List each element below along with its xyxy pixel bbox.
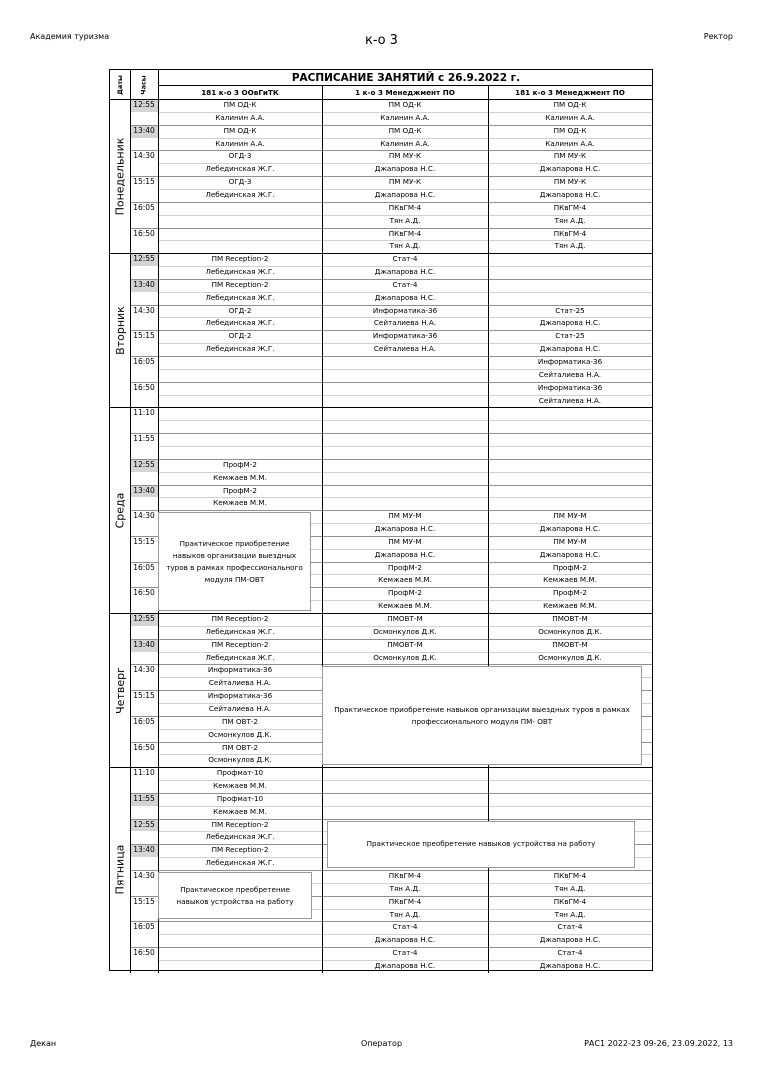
- subject-cell: ПКвГМ-4: [388, 202, 422, 212]
- time-cell: 12:55: [130, 819, 158, 832]
- practice-note: Практическое приобретение навыков организации выездных туров в рамках профессионального модуля ПМ- ОВТ: [322, 666, 642, 765]
- slot-divider: [130, 459, 652, 460]
- teacher-cell: Кемжаев М.М.: [213, 472, 267, 482]
- teacher-cell: Джапарова Н.С.: [539, 549, 601, 559]
- subject-cell: Стат-25: [555, 305, 585, 315]
- page-title: к-о 3: [365, 33, 398, 48]
- teacher-cell: Сейталиева Н.А.: [373, 344, 437, 354]
- day-divider: [110, 253, 652, 254]
- slot-divider: [130, 356, 652, 357]
- subject-cell: ПМ Reception-2: [211, 254, 269, 264]
- teacher-cell: Тян А.Д.: [389, 215, 421, 225]
- day-divider: [110, 99, 652, 100]
- subject-cell: [322, 767, 488, 780]
- time-cell: 15:15: [133, 331, 155, 341]
- subject-cell: ПМ МУ-К: [553, 151, 587, 161]
- row-divider: [158, 215, 652, 216]
- slot-divider: [130, 228, 652, 229]
- subject-cell: ПМ ОД-К: [223, 125, 257, 135]
- row-divider: [158, 343, 652, 344]
- teacher-cell: Тян А.Д.: [389, 241, 421, 251]
- row-divider: [158, 395, 652, 396]
- group-header-3: 181 к-о 3 Менеджмент ПО: [515, 88, 625, 97]
- teacher-cell: [158, 446, 322, 459]
- slot-divider: [130, 433, 652, 434]
- row-divider: [158, 934, 652, 935]
- day-label: Вторник: [113, 305, 127, 355]
- subject-cell: ПрофМ-2: [388, 562, 422, 572]
- subject-cell: ПМ ОД-К: [553, 100, 587, 109]
- slot-divider: [130, 819, 652, 820]
- schedule-table: [109, 69, 653, 971]
- teacher-cell: Джапарова Н.С.: [539, 318, 601, 328]
- subject-cell: ПрофМ-2: [553, 588, 587, 598]
- subject-cell: ПМ МУ-К: [553, 177, 587, 187]
- row-divider: [158, 112, 652, 113]
- teacher-cell: [322, 446, 488, 459]
- teacher-cell: Сейталиева Н.А.: [538, 395, 602, 405]
- subject-cell: ПМ ОВТ-2: [221, 716, 259, 726]
- subject-cell: Стат-4: [392, 279, 418, 289]
- practice-note: Практическое преобретение навыков устройства на работу: [327, 821, 635, 868]
- teacher-cell: Кемжаев М.М.: [543, 601, 597, 611]
- teacher-cell: Джапарова Н.С.: [374, 960, 436, 970]
- subject-cell: ПМ МУ-М: [553, 511, 587, 521]
- teacher-cell: [322, 472, 488, 485]
- teacher-cell: Лебединская Ж.Г.: [205, 626, 275, 636]
- teacher-cell: Кемжаев М.М.: [213, 781, 267, 791]
- subject-cell: ПМ МУ-М: [388, 536, 422, 546]
- subject-cell: Стат-4: [392, 948, 418, 958]
- time-cell: 13:40: [130, 844, 158, 857]
- teacher-cell: Джапарова Н.С.: [374, 164, 436, 174]
- time-cell: 11:55: [133, 434, 155, 444]
- row-divider: [158, 369, 652, 370]
- time-cell: 15:15: [133, 536, 155, 546]
- slot-divider: [130, 202, 652, 203]
- row-divider: [158, 240, 652, 241]
- time-cell: 14:30: [133, 871, 155, 880]
- row-divider: [158, 806, 652, 807]
- teacher-cell: Лебединская Ж.Г.: [205, 292, 275, 302]
- teacher-cell: [158, 369, 322, 382]
- time-cell: 16:50: [133, 742, 155, 752]
- subject-cell: [158, 228, 322, 241]
- slot-divider: [130, 639, 652, 640]
- row-divider: [158, 446, 652, 447]
- time-cell: 14:30: [133, 305, 155, 315]
- row-divider: [158, 292, 652, 293]
- teacher-cell: Кемжаев М.М.: [378, 575, 432, 585]
- slot-divider: [130, 947, 652, 948]
- subject-cell: Стат-25: [555, 331, 585, 341]
- subject-cell: Профмат-10: [216, 768, 264, 778]
- day-divider: [110, 407, 652, 408]
- teacher-cell: [322, 369, 488, 382]
- slot-divider: [130, 150, 652, 151]
- teacher-cell: Тян А.Д.: [389, 883, 421, 893]
- slot-divider: [130, 279, 652, 280]
- slot-divider: [130, 176, 652, 177]
- row-divider: [158, 497, 652, 498]
- day-label: Пятница: [113, 845, 127, 895]
- subject-cell: [488, 767, 652, 780]
- teacher-cell: Джапарова Н.С.: [374, 292, 436, 302]
- teacher-cell: Сейталиева Н.А.: [208, 703, 272, 713]
- subject-cell: Информатика-36: [537, 357, 603, 366]
- subject-cell: [322, 459, 488, 472]
- teacher-cell: Калинин А.А.: [380, 112, 430, 122]
- subject-cell: ПМ МУ-М: [553, 536, 587, 546]
- subject-cell: ПрофМ-2: [223, 485, 257, 495]
- row-divider: [158, 420, 652, 421]
- subject-cell: ПМОВТ-М: [387, 614, 423, 623]
- subject-cell: ПКвГМ-4: [553, 202, 587, 212]
- subject-cell: ПМ Reception-2: [211, 639, 269, 649]
- teacher-cell: Осмонкулов Д.К.: [373, 626, 437, 636]
- teacher-cell: [488, 780, 652, 793]
- subject-cell: [488, 407, 652, 420]
- teacher-cell: Джапарова Н.С.: [374, 267, 436, 277]
- subject-cell: ПМ МУ-К: [388, 177, 422, 187]
- teacher-cell: Джапарова Н.С.: [539, 524, 601, 534]
- subject-cell: [158, 356, 322, 369]
- subject-cell: ПрофМ-2: [388, 588, 422, 598]
- slot-divider: [130, 125, 652, 126]
- slot-divider: [130, 664, 652, 665]
- subject-cell: [488, 279, 652, 292]
- subject-cell: ПМ МУ-К: [388, 151, 422, 161]
- column-divider: [322, 85, 323, 973]
- teacher-cell: [488, 446, 652, 459]
- time-cell: 11:10: [133, 768, 155, 778]
- subject-cell: ПМ Reception-2: [211, 279, 269, 289]
- row-divider: [158, 652, 652, 653]
- subject-cell: ПМ Reception-2: [211, 614, 269, 623]
- teacher-cell: [488, 266, 652, 279]
- subject-cell: [488, 793, 652, 806]
- subject-cell: ПМ Reception-2: [211, 819, 269, 829]
- practice-note: Практическое приобретение навыков организации выездных туров в рамках профессионального модуля ПМ-ОВТ: [158, 512, 311, 611]
- slot-divider: [130, 870, 652, 871]
- subject-cell: Стат-4: [557, 948, 583, 958]
- subject-cell: [322, 485, 488, 498]
- row-divider: [158, 960, 652, 961]
- time-cell: 11:10: [133, 408, 155, 418]
- header-divider: [158, 85, 652, 86]
- slot-divider: [130, 330, 652, 331]
- subject-cell: ОГД-2: [228, 305, 252, 315]
- subject-cell: Стат-4: [392, 922, 418, 932]
- teacher-cell: Осмонкулов Д.К.: [208, 729, 272, 739]
- subject-cell: ПМ ОД-К: [388, 125, 422, 135]
- subject-cell: [322, 433, 488, 446]
- time-cell: 14:30: [133, 151, 155, 161]
- time-cell: 15:15: [133, 691, 155, 701]
- time-cell: 13:40: [130, 125, 158, 138]
- time-cell: 16:05: [133, 202, 155, 212]
- time-cell: 12:55: [130, 613, 158, 626]
- teacher-cell: [488, 806, 652, 819]
- subject-cell: ПКвГМ-4: [553, 896, 587, 906]
- hours-label: Часы: [140, 74, 148, 95]
- subject-cell: ПМ МУ-М: [388, 511, 422, 521]
- subject-cell: ОГД-3: [228, 151, 252, 161]
- teacher-cell: Джапарова Н.С.: [539, 935, 601, 945]
- subject-cell: ПКвГМ-4: [388, 871, 422, 880]
- day-label: Среда: [113, 492, 127, 529]
- subject-cell: ПКвГМ-4: [388, 228, 422, 238]
- teacher-cell: Джапарова Н.С.: [539, 189, 601, 199]
- teacher-cell: Тян А.Д.: [554, 241, 586, 251]
- subject-cell: Стат-4: [557, 922, 583, 932]
- teacher-cell: Калинин А.А.: [545, 138, 595, 148]
- time-cell: 12:55: [130, 99, 158, 112]
- teacher-cell: Кемжаев М.М.: [213, 806, 267, 816]
- subject-cell: Информатика-36: [207, 665, 273, 675]
- subject-cell: ПМ ОД-К: [223, 100, 257, 109]
- subject-cell: ПМОВТ-М: [552, 639, 588, 649]
- teacher-cell: [488, 497, 652, 510]
- header-left: Академия туризма: [30, 32, 110, 41]
- slot-divider: [130, 793, 652, 794]
- time-cell: 16:50: [133, 948, 155, 958]
- subject-cell: [322, 382, 488, 395]
- subject-cell: ПМ ОВТ-2: [221, 742, 259, 752]
- teacher-cell: Калинин А.А.: [215, 112, 265, 122]
- subject-cell: [488, 485, 652, 498]
- teacher-cell: Калинин А.А.: [380, 138, 430, 148]
- subject-cell: Профмат-10: [216, 793, 264, 803]
- subject-cell: [158, 947, 322, 960]
- teacher-cell: [158, 420, 322, 433]
- slot-divider: [130, 305, 652, 306]
- teacher-cell: Джапарова Н.С.: [374, 524, 436, 534]
- footer-left: Декан: [30, 1039, 57, 1048]
- row-divider: [158, 317, 652, 318]
- teacher-cell: Джапарова Н.С.: [374, 549, 436, 559]
- subject-cell: ПМ Reception-2: [211, 845, 269, 855]
- teacher-cell: [322, 497, 488, 510]
- row-divider: [158, 472, 652, 473]
- teacher-cell: Джапарова Н.С.: [374, 189, 436, 199]
- subject-cell: Информатика-36: [537, 382, 603, 392]
- teacher-cell: Кемжаев М.М.: [543, 575, 597, 585]
- day-label: Четверг: [113, 666, 127, 714]
- subject-cell: Стат-4: [392, 254, 418, 264]
- slot-divider: [130, 485, 652, 486]
- teacher-cell: [488, 472, 652, 485]
- time-cell: 16:05: [133, 922, 155, 932]
- teacher-cell: Осмонкулов Д.К.: [373, 652, 437, 662]
- teacher-cell: Лебединская Ж.Г.: [205, 858, 275, 868]
- teacher-cell: Лебединская Ж.Г.: [205, 267, 275, 277]
- subject-cell: [322, 356, 488, 369]
- time-cell: 16:05: [133, 357, 155, 366]
- teacher-cell: Лебединская Ж.Г.: [205, 832, 275, 842]
- day-divider: [110, 613, 652, 614]
- subject-cell: ОГД-2: [228, 331, 252, 341]
- subject-cell: ПМ ОД-К: [388, 100, 422, 109]
- subject-cell: Информатика-36: [207, 691, 273, 701]
- row-divider: [158, 163, 652, 164]
- subject-cell: [322, 793, 488, 806]
- teacher-cell: Сейталиева Н.А.: [538, 369, 602, 379]
- teacher-cell: Кемжаев М.М.: [378, 601, 432, 611]
- teacher-cell: [322, 780, 488, 793]
- subject-cell: ПрофМ-2: [553, 562, 587, 572]
- subject-cell: [488, 253, 652, 266]
- subject-cell: [158, 407, 322, 420]
- subject-cell: [158, 382, 322, 395]
- teacher-cell: [158, 240, 322, 253]
- row-divider: [158, 266, 652, 267]
- subject-cell: ОГД-3: [228, 177, 252, 187]
- day-label: Понедельник: [113, 137, 127, 216]
- row-divider: [158, 626, 652, 627]
- teacher-cell: Сейталиева Н.А.: [208, 678, 272, 688]
- time-cell: 15:15: [133, 896, 155, 906]
- time-cell: 12:55: [130, 253, 158, 266]
- subject-cell: ПКвГМ-4: [553, 228, 587, 238]
- teacher-cell: Джапарова Н.С.: [539, 344, 601, 354]
- subject-cell: [488, 459, 652, 472]
- time-cell: 16:50: [133, 228, 155, 238]
- footer-center: Оператор: [360, 1039, 403, 1048]
- group-header-2: 1 к-о 3 Менеджмент ПО: [355, 88, 455, 97]
- teacher-cell: Тян А.Д.: [554, 215, 586, 225]
- header-right: Ректор: [703, 32, 733, 41]
- teacher-cell: Лебединская Ж.Г.: [205, 164, 275, 174]
- teacher-cell: [158, 395, 322, 408]
- time-cell: 16:50: [133, 382, 155, 392]
- subject-cell: [158, 921, 322, 934]
- time-cell: 16:05: [133, 562, 155, 572]
- subject-cell: ПМ ОД-К: [553, 125, 587, 135]
- subject-cell: ПМОВТ-М: [552, 614, 588, 623]
- row-divider: [158, 138, 652, 139]
- teacher-cell: Лебединская Ж.Г.: [205, 189, 275, 199]
- footer-right: РАС1 2022-23 09-26, 23.09.2022, 13: [584, 1039, 733, 1048]
- teacher-cell: Тян А.Д.: [554, 883, 586, 893]
- teacher-cell: Кемжаев М.М.: [213, 498, 267, 508]
- time-cell: 16:50: [133, 588, 155, 598]
- teacher-cell: [322, 395, 488, 408]
- slot-divider: [130, 382, 652, 383]
- teacher-cell: Лебединская Ж.Г.: [205, 652, 275, 662]
- slot-divider: [130, 510, 652, 511]
- subject-cell: [488, 433, 652, 446]
- time-cell: 11:55: [130, 793, 158, 806]
- dates-label: Даты: [115, 74, 124, 95]
- time-cell: 16:05: [133, 716, 155, 726]
- time-cell: 13:40: [130, 485, 158, 498]
- teacher-cell: Сейталиева Н.А.: [373, 318, 437, 328]
- subject-cell: ПрофМ-2: [223, 459, 257, 469]
- time-cell: 14:30: [133, 511, 155, 521]
- subject-cell: ПКвГМ-4: [553, 871, 587, 880]
- teacher-cell: Джапарова Н.С.: [539, 164, 601, 174]
- teacher-cell: Тян А.Д.: [389, 909, 421, 919]
- slot-divider: [130, 921, 652, 922]
- teacher-cell: Осмонкулов Д.К.: [538, 652, 602, 662]
- teacher-cell: Осмонкулов Д.К.: [208, 755, 272, 765]
- subject-cell: [158, 433, 322, 446]
- time-cell: 14:30: [133, 665, 155, 675]
- teacher-cell: Джапарова Н.С.: [374, 935, 436, 945]
- subject-cell: [322, 407, 488, 420]
- teacher-cell: Лебединская Ж.Г.: [205, 318, 275, 328]
- time-cell: 13:40: [130, 279, 158, 292]
- teacher-cell: Тян А.Д.: [554, 909, 586, 919]
- teacher-cell: [322, 420, 488, 433]
- row-divider: [158, 780, 652, 781]
- teacher-cell: [158, 960, 322, 973]
- teacher-cell: Калинин А.А.: [545, 112, 595, 122]
- subject-cell: Информатика-36: [372, 331, 438, 341]
- teacher-cell: [488, 292, 652, 305]
- teacher-cell: [158, 934, 322, 947]
- column-divider: [130, 70, 131, 973]
- time-cell: 13:40: [130, 639, 158, 652]
- subject-cell: ПМОВТ-М: [387, 639, 423, 649]
- row-divider: [158, 189, 652, 190]
- subject-cell: ПКвГМ-4: [388, 896, 422, 906]
- teacher-cell: Осмонкулов Д.К.: [538, 626, 602, 636]
- teacher-cell: Джапарова Н.С.: [539, 960, 601, 970]
- day-divider: [110, 767, 652, 768]
- subject-cell: Информатика-36: [372, 305, 438, 315]
- group-header-1: 181 к-о 3 ООвГиТК: [201, 88, 279, 97]
- time-cell: 15:15: [133, 177, 155, 187]
- subject-cell: [158, 202, 322, 215]
- teacher-cell: [488, 420, 652, 433]
- teacher-cell: [158, 215, 322, 228]
- teacher-cell: Калинин А.А.: [215, 138, 265, 148]
- time-cell: 12:55: [130, 459, 158, 472]
- practice-note: Практическое преобретение навыков устройства на работу: [158, 872, 312, 919]
- schedule-title: РАСПИСАНИЕ ЗАНЯТИЙ с 26.9.2022 г.: [291, 72, 521, 84]
- teacher-cell: Лебединская Ж.Г.: [205, 344, 275, 354]
- teacher-cell: [322, 806, 488, 819]
